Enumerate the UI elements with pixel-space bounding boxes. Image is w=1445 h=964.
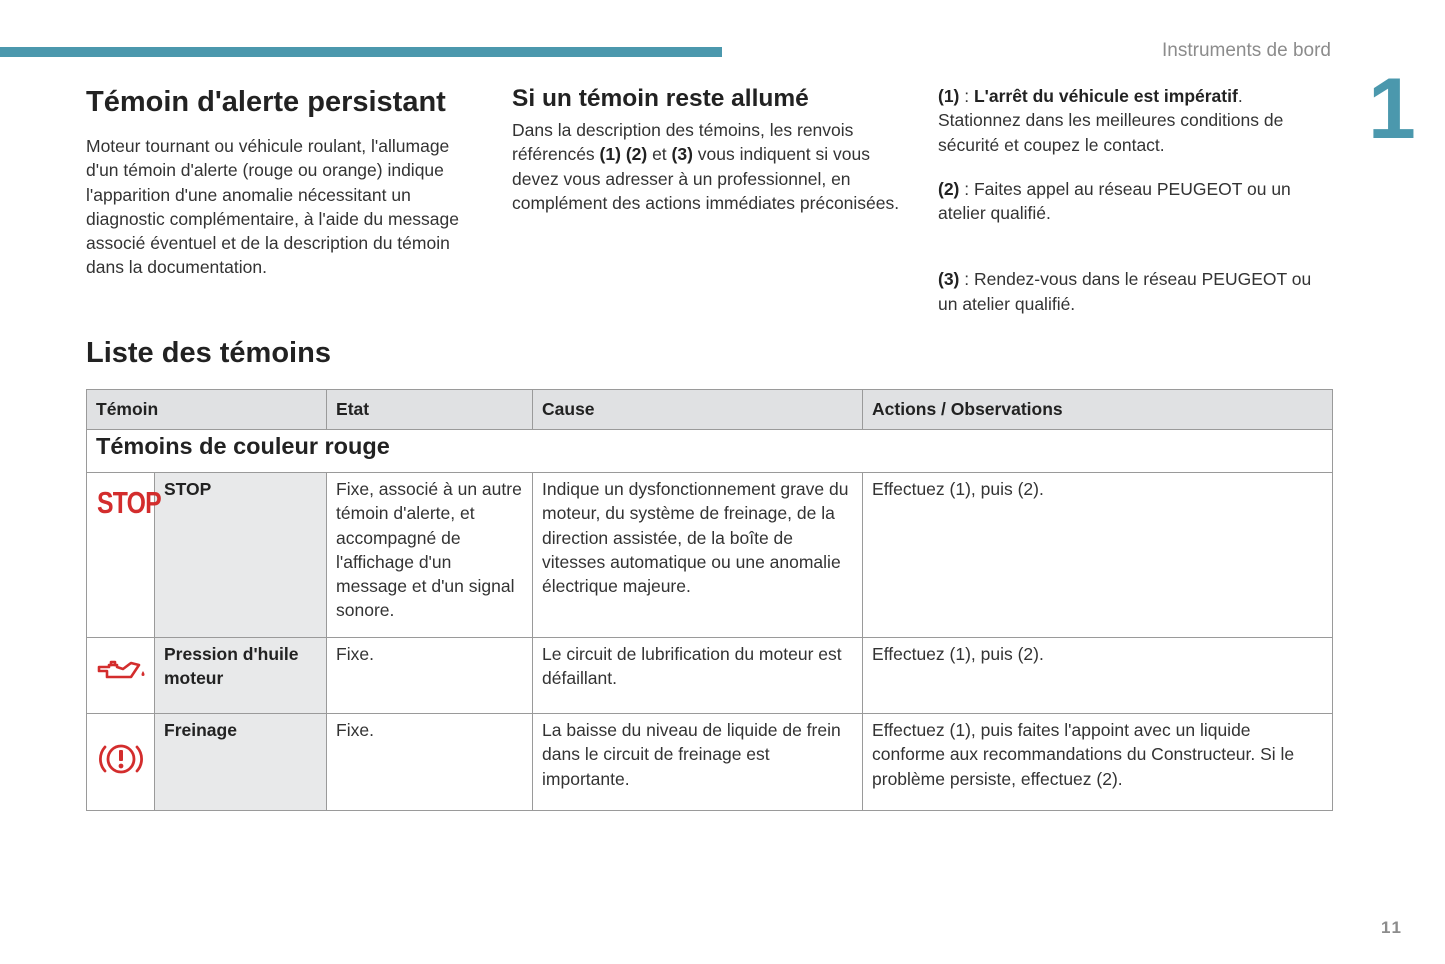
- table-header-row: [87, 390, 1333, 430]
- note-3-ref: (3): [938, 269, 960, 290]
- table-row: [87, 714, 1333, 811]
- note-1-text: . Stationnez dans les meilleures conditions de sécurité et coupez le contact.: [938, 86, 1284, 155]
- stop-icon-cell: [87, 473, 161, 638]
- light-remains-on-section: [512, 84, 912, 215]
- chapter-number: 1: [1368, 61, 1416, 157]
- row-name: STOP: [155, 473, 327, 638]
- row-action: Effectuez (1), puis faites l'appoint avec un liquide conforme aux recommandations du Constructeur. Si le problème persiste, effectuez (2).: [863, 714, 1333, 811]
- persistent-warning-title: Témoin d'alerte persistant: [86, 86, 446, 118]
- persistent-warning-section: [86, 84, 486, 280]
- row-cause: Indique un dysfonctionnement grave du moteur, du système de freinage, de la direction assistée, de la boîte de vitesses automatique ou une anomalie électrique majeure.: [533, 473, 863, 638]
- note-1: [938, 84, 1328, 157]
- page-number: 11: [1381, 918, 1403, 937]
- body-text-b: vous indiquent si vous devez vous adresser à un professionnel, en complément des actions immédiates préconisées.: [512, 144, 900, 213]
- note-1-ref: (1): [938, 86, 960, 106]
- warning-lights-table: [86, 389, 1333, 811]
- warning-list-title: Liste des témoins: [86, 337, 331, 369]
- note-2-text: : Faites appel au réseau PEUGEOT ou un atelier qualifié.: [938, 178, 1291, 224]
- header-accent-bar: [0, 47, 722, 57]
- header-etat: Etat: [327, 390, 533, 430]
- row-cause: La baisse du niveau de liquide de frein dans le circuit de freinage est importante.: [533, 714, 863, 811]
- and-word: et: [647, 144, 672, 165]
- oil-icon-cell: [87, 638, 155, 714]
- body-text-a: Dans la description des témoins, les renvois référencés: [512, 120, 854, 165]
- row-etat: Fixe, associé à un autre témoin d'alerte, et accompagné de l'affichage d'un message et d'un signal sonore.: [327, 473, 533, 638]
- ref-3: (3): [671, 144, 693, 165]
- note-1-sep: :: [959, 86, 974, 106]
- note-1-bold: L'arrêt du véhicule est impératif: [973, 86, 1238, 106]
- row-etat: Fixe.: [327, 638, 533, 714]
- row-name: Freinage: [155, 714, 327, 811]
- group-row-red: [87, 430, 1333, 473]
- ref-1: (1): [599, 144, 621, 165]
- note-2: [938, 177, 1328, 226]
- header-actions: Actions / Observations: [863, 390, 1333, 430]
- header-temoin: Témoin: [87, 390, 327, 430]
- table-row: [87, 638, 1333, 714]
- light-remains-on-title: Si un témoin reste allumé: [512, 85, 809, 112]
- row-name: Pression d'huile moteur: [155, 638, 327, 714]
- note-3: [938, 267, 1328, 316]
- group-red-label: Témoins de couleur rouge: [87, 430, 1333, 473]
- note-3-text: : Rendez-vous dans le réseau PEUGEOT ou un atelier qualifié.: [938, 269, 1312, 314]
- note-2-ref: (2): [938, 178, 960, 199]
- ref-2: (2): [625, 144, 648, 165]
- stop-icon: STOP: [96, 485, 161, 520]
- brake-icon-cell: [87, 714, 155, 811]
- row-cause: Le circuit de lubrification du moteur est défaillant.: [533, 638, 863, 714]
- section-name: Instruments de bord: [1162, 40, 1331, 61]
- brake-warning-icon: [96, 738, 146, 780]
- oil-pressure-icon: [93, 657, 149, 687]
- light-remains-on-body: [512, 118, 912, 215]
- header-cause: Cause: [533, 390, 863, 430]
- reference-notes: [938, 84, 1328, 316]
- table-row: [87, 473, 1333, 638]
- row-action: Effectuez (1), puis (2).: [863, 638, 1333, 714]
- row-etat: Fixe.: [327, 714, 533, 811]
- persistent-warning-body: Moteur tournant ou véhicule roulant, l'allumage d'un témoin d'alerte (rouge ou orange) indique l'apparition d'une anomalie nécessitant un diagnostic complémentaire, à l'aide du message associé éventuel et de la description du témoin dans la documentation.: [86, 136, 459, 278]
- row-action: Effectuez (1), puis (2).: [863, 473, 1333, 638]
